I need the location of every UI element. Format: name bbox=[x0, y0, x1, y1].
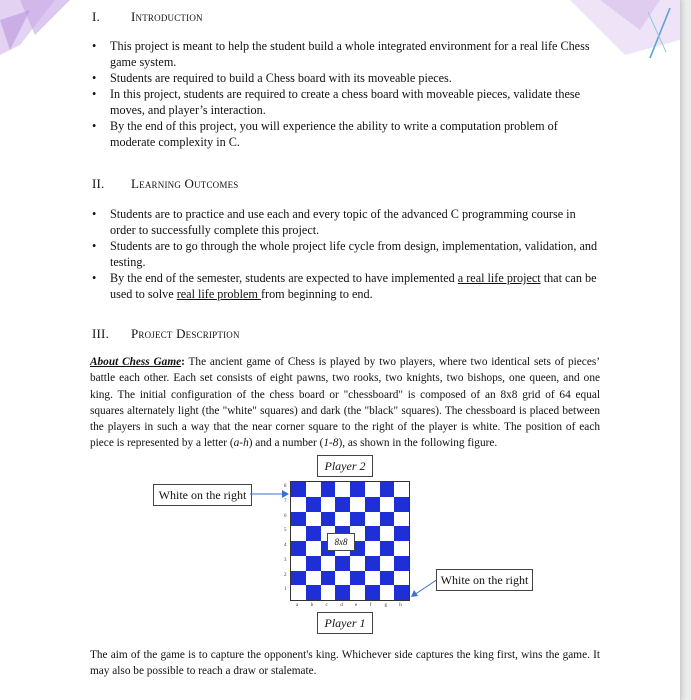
board-square bbox=[335, 571, 350, 586]
section-number: III. bbox=[92, 326, 110, 341]
rank-label: 5 bbox=[284, 528, 287, 534]
introduction-bullet-list bbox=[90, 38, 603, 150]
list-item: • This project is meant to help the student build a whole integrated environment for a real life Chess game system. bbox=[92, 39, 590, 69]
board-square bbox=[365, 526, 380, 541]
bullet-icon: • bbox=[92, 119, 97, 133]
board-square bbox=[321, 512, 336, 527]
list-item: • By the end of the semester, students are expected to have implemented a real life project that can be used to solve real life problem from beginning to end. bbox=[92, 271, 597, 301]
board-square bbox=[394, 571, 409, 586]
board-square bbox=[306, 556, 321, 571]
board-square bbox=[394, 512, 409, 527]
board-square bbox=[380, 541, 395, 556]
rank-label: 8 bbox=[284, 484, 287, 489]
rank-label: 6 bbox=[284, 513, 287, 519]
file-label: c bbox=[325, 603, 328, 608]
section-title: Project Description bbox=[131, 326, 240, 341]
list-item: • Students are to practice and use each and every topic of the advanced C programming course in order to successfully complete this project. bbox=[92, 207, 576, 237]
rank-label: 7 bbox=[284, 498, 287, 504]
section-title: Introduction bbox=[131, 9, 203, 24]
file-label: d bbox=[340, 603, 343, 608]
right-callout-arrow bbox=[408, 577, 438, 599]
file-label: b bbox=[310, 603, 314, 608]
board-square bbox=[350, 585, 365, 600]
left-callout-label: White on the right bbox=[153, 484, 252, 506]
rank-label: 4 bbox=[284, 543, 287, 548]
board-square bbox=[365, 571, 380, 586]
bullet-icon: • bbox=[92, 71, 97, 85]
learning-outcomes-bullet-list bbox=[90, 206, 603, 302]
board-square bbox=[365, 556, 380, 571]
board-square bbox=[350, 512, 365, 527]
board-square bbox=[291, 571, 306, 586]
board-square bbox=[380, 526, 395, 541]
closing-paragraph: The aim of the game is to capture the opponent's king. Whichever side captures the king first, wins the game. It may also be possible to reach a draw or stalemate. bbox=[90, 649, 600, 678]
rank-label: 1 bbox=[284, 587, 287, 593]
file-label: e bbox=[355, 603, 358, 608]
board-square bbox=[394, 482, 409, 497]
board-square bbox=[380, 497, 395, 512]
board-square bbox=[365, 585, 380, 600]
bullet-icon: • bbox=[92, 207, 97, 221]
list-item: • Students are required to build a Chess board with its moveable pieces. bbox=[92, 71, 452, 85]
board-square bbox=[350, 482, 365, 497]
bullet-icon: • bbox=[92, 239, 97, 253]
board-square bbox=[306, 512, 321, 527]
player-2-label: Player 2 bbox=[317, 455, 373, 477]
board-square bbox=[306, 526, 321, 541]
board-square bbox=[380, 585, 395, 600]
board-square bbox=[380, 556, 395, 571]
underlined-text: a real life project bbox=[457, 271, 541, 285]
section-title: Learning Outcomes bbox=[131, 176, 239, 191]
decorative-shape-left bbox=[0, 0, 90, 60]
board-square bbox=[365, 497, 380, 512]
board-size-label: 8x8 bbox=[327, 533, 355, 551]
list-item: • Students are to go through the whole project life cycle from design, implementation, validation, and testing. bbox=[92, 239, 598, 269]
board-square bbox=[380, 571, 395, 586]
section-heading-learning-outcomes bbox=[92, 176, 392, 192]
board-square bbox=[291, 556, 306, 571]
rank-label: 3 bbox=[284, 557, 287, 563]
board-square bbox=[380, 512, 395, 527]
section-number: II. bbox=[92, 176, 105, 191]
board-square bbox=[321, 585, 336, 600]
right-callout-label: White on the right bbox=[436, 569, 533, 591]
board-square bbox=[306, 497, 321, 512]
file-label: a bbox=[296, 603, 299, 608]
section-number: I. bbox=[92, 9, 100, 24]
about-chess-paragraph: About Chess Game: The ancient game of Chess is played by two players, where two identical sets of pieces’ battle each other. Each set consists of eight pawns, two rooks, two knights, two bishops, one queen, and one king. The initial configuration of the chess board or "chessboard" is composed of an 8x8 grid of 64 equal squares alternately light (the "white" squares) and dark (the "black" squares). The chessboard is placed between the players in such a way that the near corner square to the right of the player is white. The position of each piece is represented by a letter (a-h) and a number (1-8), as shown in the following figure. bbox=[90, 356, 600, 450]
board-square bbox=[306, 482, 321, 497]
board-square bbox=[306, 541, 321, 556]
board-square bbox=[335, 585, 350, 600]
player-1-label: Player 1 bbox=[317, 612, 373, 634]
board-square bbox=[335, 482, 350, 497]
board-square bbox=[335, 512, 350, 527]
board-square bbox=[394, 541, 409, 556]
board-square bbox=[394, 585, 409, 600]
board-square bbox=[350, 556, 365, 571]
board-square bbox=[350, 571, 365, 586]
board-square bbox=[365, 541, 380, 556]
board-square bbox=[365, 482, 380, 497]
section-heading-project-description bbox=[92, 326, 392, 342]
board-square bbox=[335, 556, 350, 571]
board-square bbox=[306, 571, 321, 586]
bullet-icon: • bbox=[92, 271, 97, 285]
file-label: f bbox=[369, 603, 372, 608]
board-square bbox=[350, 497, 365, 512]
list-item: • In this project, students are required to create a chess board with moveable pieces, validate these moves, and player’s interaction. bbox=[92, 87, 581, 117]
section-heading-introduction bbox=[92, 9, 392, 25]
file-label: h bbox=[399, 603, 402, 608]
list-item: • By the end of this project, you will experience the ability to write a computation problem of moderate complexity in C. bbox=[92, 119, 558, 149]
board-square bbox=[306, 585, 321, 600]
board-square bbox=[291, 497, 306, 512]
board-square bbox=[321, 497, 336, 512]
board-square bbox=[321, 482, 336, 497]
board-square bbox=[321, 571, 336, 586]
board-square bbox=[291, 526, 306, 541]
board-square bbox=[365, 512, 380, 527]
board-square bbox=[321, 556, 336, 571]
underlined-text: real life problem bbox=[176, 287, 261, 301]
board-square bbox=[291, 541, 306, 556]
board-square bbox=[335, 497, 350, 512]
board-square bbox=[291, 585, 306, 600]
board-square bbox=[291, 512, 306, 527]
board-square bbox=[394, 556, 409, 571]
file-label: g bbox=[384, 603, 387, 608]
board-square bbox=[394, 526, 409, 541]
bullet-icon: • bbox=[92, 39, 97, 53]
about-lead: About Chess Game bbox=[90, 356, 182, 368]
board-square bbox=[380, 482, 395, 497]
board-square bbox=[394, 497, 409, 512]
rank-label: 2 bbox=[284, 572, 287, 578]
board-square bbox=[291, 482, 306, 497]
bullet-icon: • bbox=[92, 87, 97, 101]
